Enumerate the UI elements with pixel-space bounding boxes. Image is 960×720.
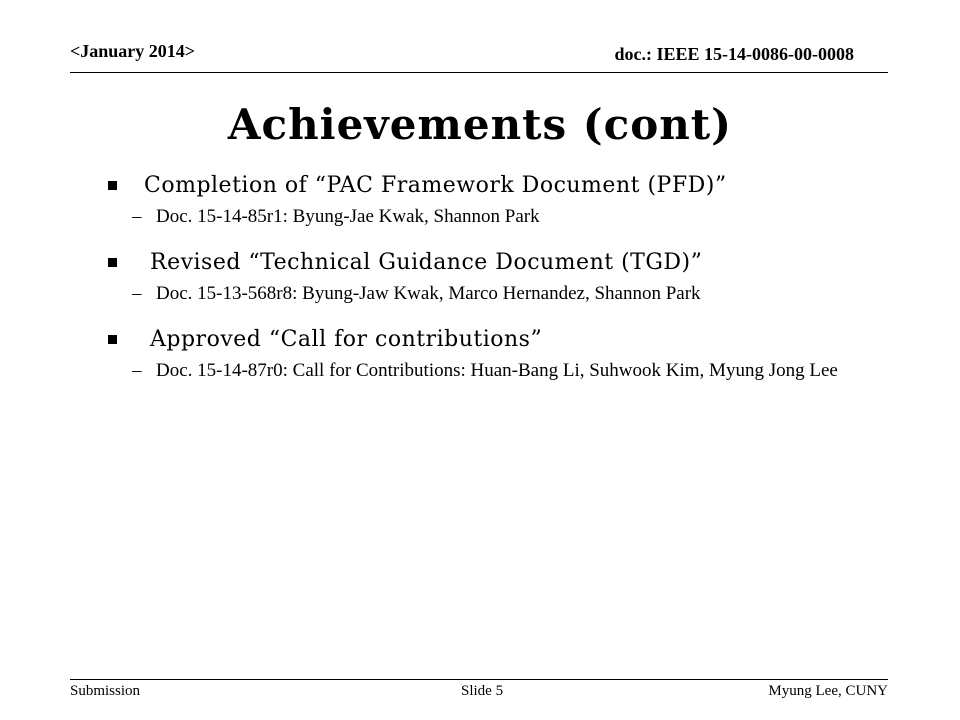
bullet-text: Completion of “PAC Framework Document (PFD)” — [144, 173, 727, 198]
square-bullet-icon — [108, 335, 117, 344]
dash-marker: – — [132, 206, 142, 227]
dash-marker: – — [132, 283, 142, 304]
dash-marker: – — [132, 360, 142, 381]
bullet-item — [104, 243, 904, 283]
sub-bullet-text: Doc. 15-14-87r0: Call for Contributions: Huan-Bang Li, Suhwook Kim, Myung Jong Lee — [156, 360, 838, 381]
header-rule — [70, 72, 888, 73]
slide-body — [104, 166, 904, 397]
bullet-text: Approved “Call for contributions” — [150, 327, 543, 352]
bullet-text: Revised “Technical Guidance Document (TGD)” — [150, 250, 703, 275]
bullet-item — [104, 166, 904, 206]
footer-slide-number: Slide 5 — [461, 683, 504, 699]
footer-author: Myung Lee, CUNY — [768, 683, 888, 699]
header-date: <January 2014> — [70, 41, 196, 61]
sub-bullet-item — [104, 282, 876, 306]
header-doc-id: doc.: IEEE 15-14-0086-00-0008 — [614, 44, 854, 64]
slide-title: Achievements (cont) — [227, 100, 733, 149]
square-bullet-icon — [108, 258, 117, 267]
footer-rule — [70, 679, 888, 680]
sub-bullet-item — [104, 205, 876, 229]
bullet-item — [104, 320, 904, 360]
square-bullet-icon — [108, 181, 117, 190]
sub-bullet-item — [104, 359, 876, 383]
footer-submission: Submission — [70, 683, 141, 699]
sub-bullet-text: Doc. 15-14-85r1: Byung-Jae Kwak, Shannon Park — [156, 206, 540, 227]
sub-bullet-text: Doc. 15-13-568r8: Byung-Jaw Kwak, Marco Hernandez, Shannon Park — [156, 283, 701, 304]
